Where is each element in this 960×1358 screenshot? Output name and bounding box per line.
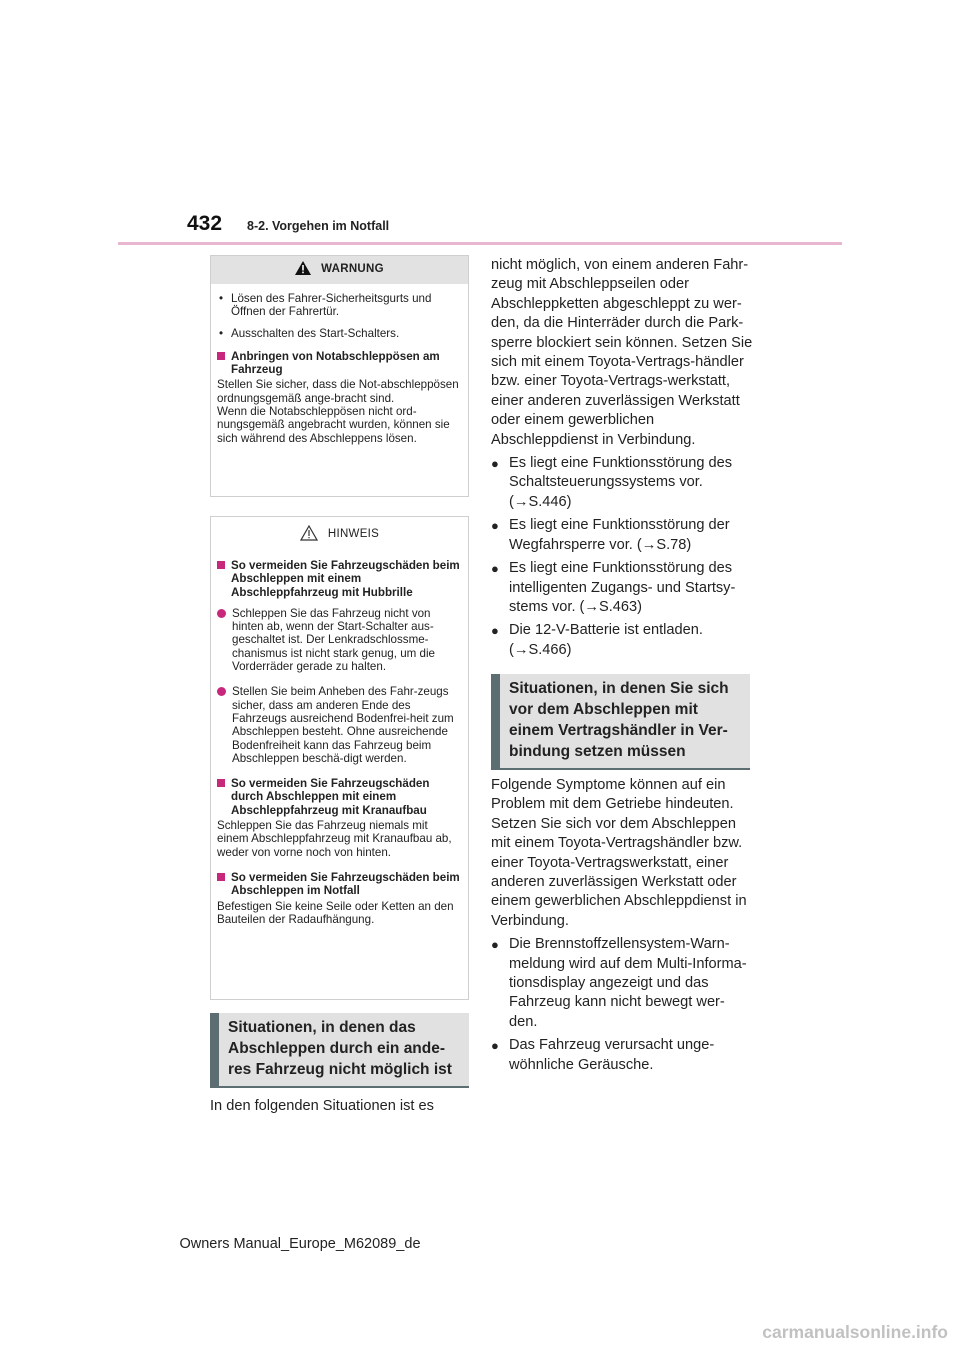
list-item [491, 621, 753, 660]
square-bullet-icon [217, 873, 225, 881]
note-subheading [217, 559, 462, 599]
note-subheading [217, 777, 462, 817]
list-item [217, 292, 462, 319]
warning-subheading [217, 350, 462, 377]
bullet-dot: ● [491, 456, 499, 472]
list-item [217, 327, 462, 340]
square-bullet-icon [217, 352, 225, 360]
list-item [491, 935, 753, 1032]
bullet-dot: • [218, 292, 224, 305]
bullet-dot: • [218, 326, 224, 340]
warning-header [211, 256, 468, 284]
bullet-dot: ● [491, 1038, 499, 1054]
list-item-text: Stellen Sie beim Anheben des Fahr-zeugs sicher, dass am anderen Ende des Fahrzeugs ausreichend Bodenfrei-heit zum Abschleppen besteht. Ohne ausreichende Bodenfreiheit kann das Fahrzeug beim Abschleppen beschä-digt werden. [232, 685, 454, 765]
note-subheading-text: So vermeiden Sie Fahrzeugschäden durch Abschleppen mit einem Abschleppfahrzeug mit Kranaufbau [231, 777, 430, 817]
list-item-text: Es liegt eine Funktionsstörung des Schaltsteuerungssystems vor. (→S.446) [509, 455, 733, 510]
list-item [491, 559, 753, 617]
note-text: Schleppen Sie das Fahrzeug niemals mit einem Abschleppfahrzeug mit Kranaufbau ab, weder von vorne noch von hinten. [217, 819, 452, 859]
caution-icon [300, 525, 318, 544]
section-text: Folgende Symptome können auf ein Problem mit dem Getriebe hindeuten. Setzen Sie sich vor dem Abschleppen mit einem Toyota-Vertragshändler bzw. einer Toyota-Vertragswerkstatt, einer anderen zuverlässigen Werkstatt oder einem gewerblichen Abschleppdienst in Verbindung. [491, 777, 747, 929]
note-header [217, 521, 462, 549]
page-number: 432 [187, 212, 223, 235]
list-item [491, 454, 753, 512]
note-text: Befestigen Sie keine Seile oder Ketten an den Bauteilen der Radaufhängung. [217, 899, 454, 926]
bullet-dot: ● [491, 623, 499, 639]
note-subheading [217, 871, 462, 898]
square-bullet-icon [217, 561, 225, 569]
list-item-text: Schleppen Sie das Fahrzeug nicht von hinten ab, wenn der Start-Schalter aus-geschaltet ist. Der Lenkradschlossme-chanismus ist nicht stark genug, um die Vorderräder gerade zu halten. [232, 606, 435, 674]
bullet-dot: ● [491, 937, 499, 953]
list-item [217, 685, 462, 765]
warning-text: Stellen Sie sicher, dass die Not-abschleppösen ordnungsgemäß ange-bracht sind. Wenn die Notabschleppösen nicht ord-nungsgemäß angebracht wurden, können sie sich während des Abschleppens lösen. [217, 378, 459, 445]
bullet-dot: ● [491, 518, 499, 534]
note-label: HINWEIS [327, 528, 380, 541]
section-intro: In den folgenden Situationen ist es [210, 1098, 434, 1114]
list-item [217, 607, 462, 673]
note-box [210, 516, 469, 1000]
list-item-text: Die Brennstoffzellensystem-Warn-meldung wird auf dem Multi-Informa-tionsdisplay angezeigt und das Fahrzeug kann nicht bewegt wer-den. [509, 936, 747, 1030]
list-item-text: Lösen des Fahrer-Sicherheitsgurts und Öffnen der Fahrertür. [231, 292, 432, 319]
circle-bullet-icon [217, 687, 226, 696]
bullet-dot: ● [491, 561, 499, 577]
footer-text: Owners Manual_Europe_M62089_de [179, 1236, 421, 1252]
list-item-text: Ausschalten des Start-Schalters. [231, 326, 400, 340]
list-item [491, 516, 753, 555]
section-heading: Situationen, in denen Sie sich vor dem Abschleppen mit einem Vertragshändler in Ver-bindung setzen müssen [491, 674, 750, 768]
watermark: carmanualsonline.info [762, 1322, 948, 1342]
circle-bullet-icon [217, 609, 226, 618]
warning-icon [295, 261, 311, 278]
list-item-text: Es liegt eine Funktionsstörung der Wegfahrsperre vor. (→S.78) [509, 517, 730, 553]
list-item [491, 1036, 753, 1075]
section-heading: Situationen, in denen das Abschleppen durch ein ande-res Fahrzeug nicht möglich ist [210, 1013, 469, 1086]
header-rule [118, 242, 842, 245]
square-bullet-icon [217, 779, 225, 787]
section-title: 8-2. Vorgehen im Notfall [247, 219, 390, 233]
warning-subheading-text: Anbringen von Notabschleppösen am Fahrzeug [231, 349, 440, 377]
right-column-top [491, 256, 753, 660]
note-subheading-text: So vermeiden Sie Fahrzeugschäden beim Abschleppen im Notfall [231, 870, 460, 898]
continuation-text: nicht möglich, von einem anderen Fahr-zeug mit Abschleppseilen oder Abschleppketten abgeschleppt zu wer-den, da die Hinterräder durch die Park-sperre blockiert sein können. Setzen Sie sich mit einem Toyota-Vertrags-händler bzw. einer Toyota-Vertrags-werkstatt, einer anderen zuverlässigen Werkstatt oder einem gewerblichen Abschleppdienst in Verbindung. [491, 257, 753, 448]
right-column-bottom [491, 776, 753, 1075]
list-item-text: Die 12-V-Batterie ist entladen. (→S.466) [509, 622, 703, 658]
warning-label: WARNUNG [321, 263, 384, 276]
list-item-text: Es liegt eine Funktionsstörung des intelligenten Zugangs- und Startsy-stems vor. (→S.463) [509, 560, 736, 615]
list-item-text: Das Fahrzeug verursacht unge-wöhnliche Geräusche. [509, 1037, 715, 1073]
note-subheading-text: So vermeiden Sie Fahrzeugschäden beim Abschleppen mit einem Abschleppfahrzeug mit Hubbrille [231, 559, 460, 599]
warning-box [210, 255, 469, 497]
